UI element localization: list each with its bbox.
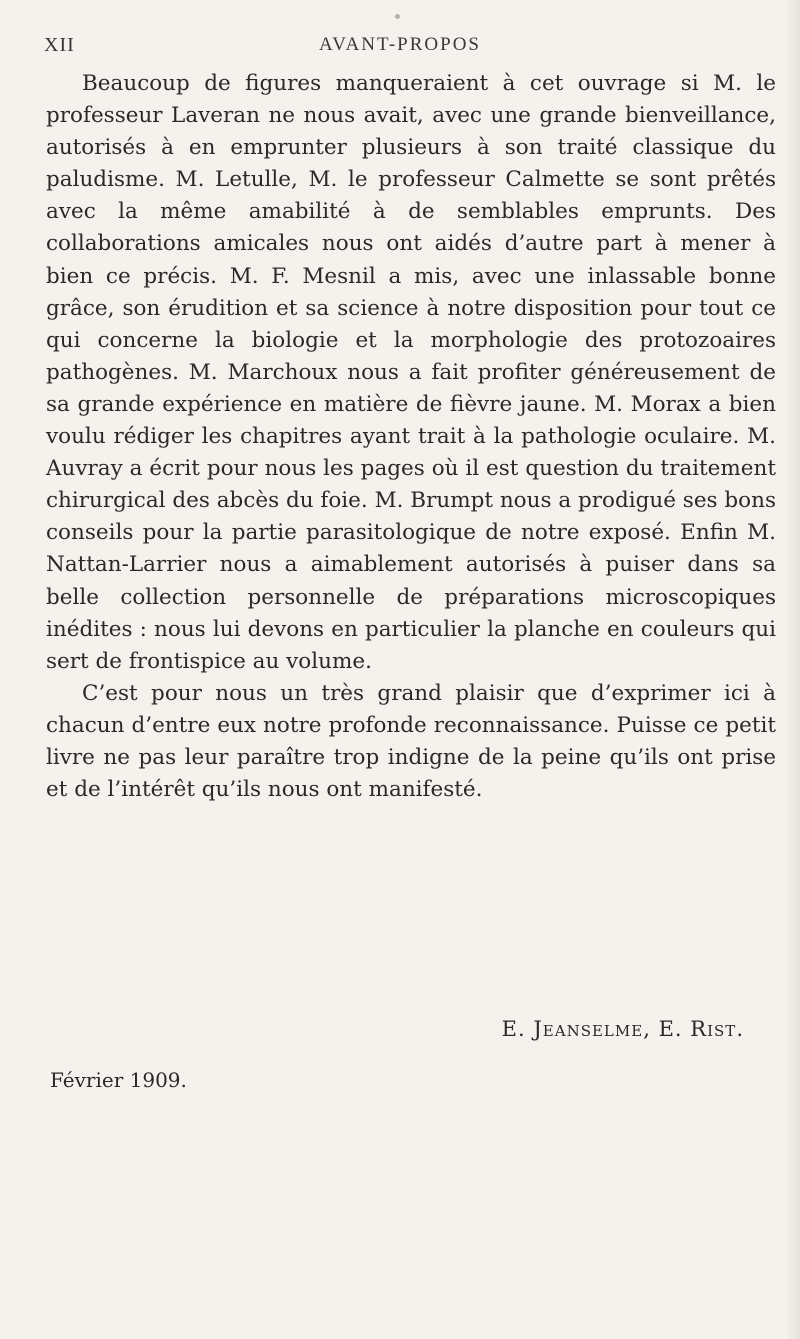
ink-speck — [395, 14, 400, 19]
page-number: XII — [44, 34, 75, 56]
author2-initial: E. — [658, 1017, 683, 1041]
preface-body — [46, 68, 776, 806]
paragraph-acknowledgements: Beaucoup de figures manqueraient à cet ouvrage si M. le professeur Laveran ne nous avait, avec une grande bienveillance, autorisés à en emprunter plusieurs à son traité classique du paludisme. M. Letulle, M. le professeur Calmette se sont prêtés avec la même amabilité à de semblables emprunts. Des collaborations amicales nous ont aidés d’autre part à mener à bien ce précis. M. F. Mesnil a mis, avec une inlassable bonne grâce, son érudition et sa science à notre disposition pour tout ce qui concerne la biologie et la morphologie des protozoaires pathogènes. M. Marchoux nous a fait profiter généreusement de sa grande expérience en matière de fièvre jaune. M. Morax a bien voulu rédiger les chapitres ayant trait à la pathologie oculaire. M. Auvray a écrit pour nous les pages où il est question du traitement chirurgical des abcès du foie. M. Brumpt nous a prodigué ses bons conseils pour la partie parasitologique de notre exposé. Enfin M. Nattan-Larrier nous a aimablement autorisés à puiser dans sa belle collection personnelle de préparations microscopiques inédites : nous lui devons en particulier la planche en couleurs qui sert de frontispice au volume. — [46, 71, 776, 674]
page-edge-shadow — [786, 0, 800, 1339]
signature — [502, 1017, 744, 1041]
signature-separator: , — [643, 1017, 651, 1041]
signature-end: . — [736, 1017, 744, 1041]
author2-name: Rist — [690, 1017, 737, 1041]
paragraph-gratitude: C’est pour nous un très grand plaisir que d’exprimer ici à chacun d’entre eux notre profonde reconnaissance. Puisse ce petit livre ne pas leur paraître trop indigne de la peine qu’ils ont prise et de l’intérêt qu’ils nous ont manifesté. — [46, 680, 776, 803]
preface-date: Février 1909. — [50, 1068, 187, 1092]
running-head: AVANT-PROPOS — [319, 34, 481, 55]
author1-name: Jeanselme — [533, 1017, 644, 1041]
page-header — [0, 34, 800, 64]
author1-initial: E. — [501, 1017, 526, 1041]
